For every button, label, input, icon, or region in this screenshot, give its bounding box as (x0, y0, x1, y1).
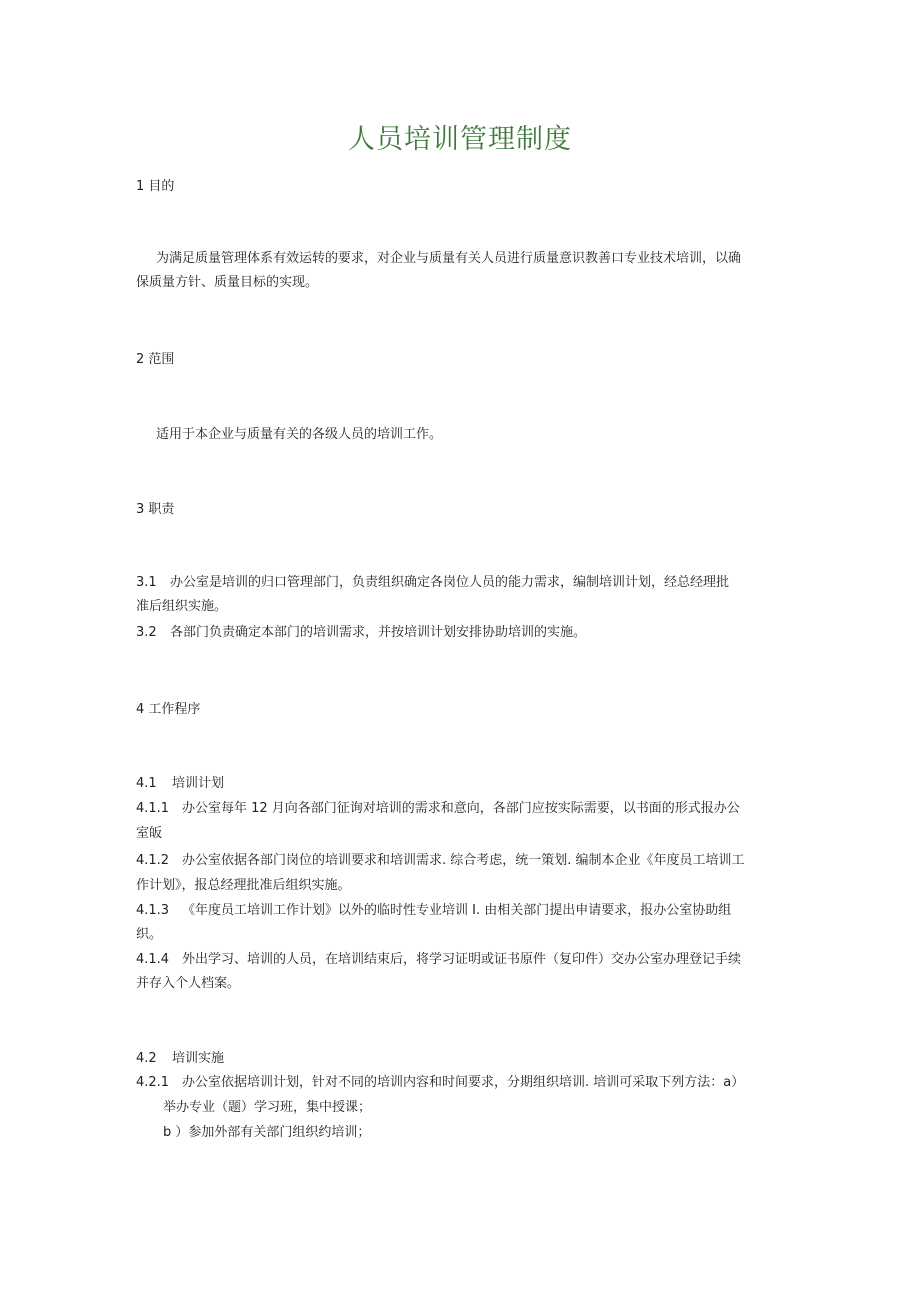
item-4-1-4-number: 4.1.4 (136, 952, 170, 967)
section-2-heading: 2 范围 (136, 352, 175, 367)
section-1-paragraph-line-1: 为满足质量管理体系有效运转的要求，对企业与质量有关人员进行质量意识教善口专业技术培训，以确 (156, 251, 742, 266)
item-3-1-number: 3.1 (136, 575, 157, 590)
item-4-2-1-line-3: b ）参加外部有关部门组织约培训； (163, 1125, 371, 1140)
item-4-1-1-number: 4.1.1 (136, 801, 170, 816)
item-4-1-number: 4.1 (136, 776, 157, 791)
section-2-paragraph-line-1: 适用于本企业与质量有关的各级人员的培训工作。 (156, 427, 443, 442)
item-4-2-1-line-1: 办公室依据培训计划，针对不同的培训内容和时间要求，分期组织培训. 培训可采取下列方法：a） (182, 1075, 745, 1090)
document-title: 人员培训管理制度 (348, 124, 572, 155)
item-4-1-3-line-2: 织。 (136, 927, 163, 942)
item-4-2-1-line-2: 举办专业（题）学习班，集中授课； (163, 1100, 372, 1115)
item-4-1-1-line-2: 室皈 (136, 826, 163, 841)
item-4-2-line-1: 培训实施 (172, 1051, 225, 1066)
section-4-heading: 4 工作程序 (136, 702, 201, 717)
item-4-1-1-line-1: 办公室每年 12 月向各部门征询对培训的需求和意向，各部门应按实际需要，以书面的形式报办公 (182, 801, 740, 816)
item-4-1-3-number: 4.1.3 (136, 903, 170, 918)
item-4-1-2-number: 4.1.2 (136, 853, 170, 868)
item-4-1-4-line-2: 并存入个人档案。 (136, 976, 241, 991)
section-3-heading: 3 职责 (136, 502, 175, 517)
item-4-1-4-line-1: 外出学习、培训的人员，在培训结束后，将学习证明或证书原件（复印件）交办公室办理登记手续 (182, 952, 742, 967)
item-4-1-line-1: 培训计划 (172, 776, 225, 791)
item-3-2-line-1: 各部门负责确定本部门的培训需求，并按培训计划安排协助培训的实施。 (170, 625, 587, 640)
section-1-heading: 1 目的 (136, 179, 175, 194)
item-4-1-2-line-2: 作计划》，报总经理批准后组织实施。 (136, 878, 351, 893)
item-4-1-2-line-1: 办公室依据各部门岗位的培训要求和培训需求. 综合考虑，统一策划. 编制本企业《年度员工培训工 (182, 853, 745, 868)
item-4-1-3-line-1: 《年度员工培训工作计划》以外的临时性专业培训 I. 由相关部门提出申请要求，报办公室协助组 (182, 903, 732, 918)
item-3-1-line-1: 办公室是培训的归口管理部门，负责组织确定各岗位人员的能力需求，编制培训计划，经总经理批 (170, 575, 730, 590)
item-4-2-number: 4.2 (136, 1051, 157, 1066)
item-4-2-1-number: 4.2.1 (136, 1075, 170, 1090)
section-1-paragraph-line-2: 保质量方针、质量目标的实现。 (136, 275, 319, 290)
item-3-1-line-2: 准后组织实施。 (136, 599, 228, 614)
item-3-2-number: 3.2 (136, 625, 157, 640)
